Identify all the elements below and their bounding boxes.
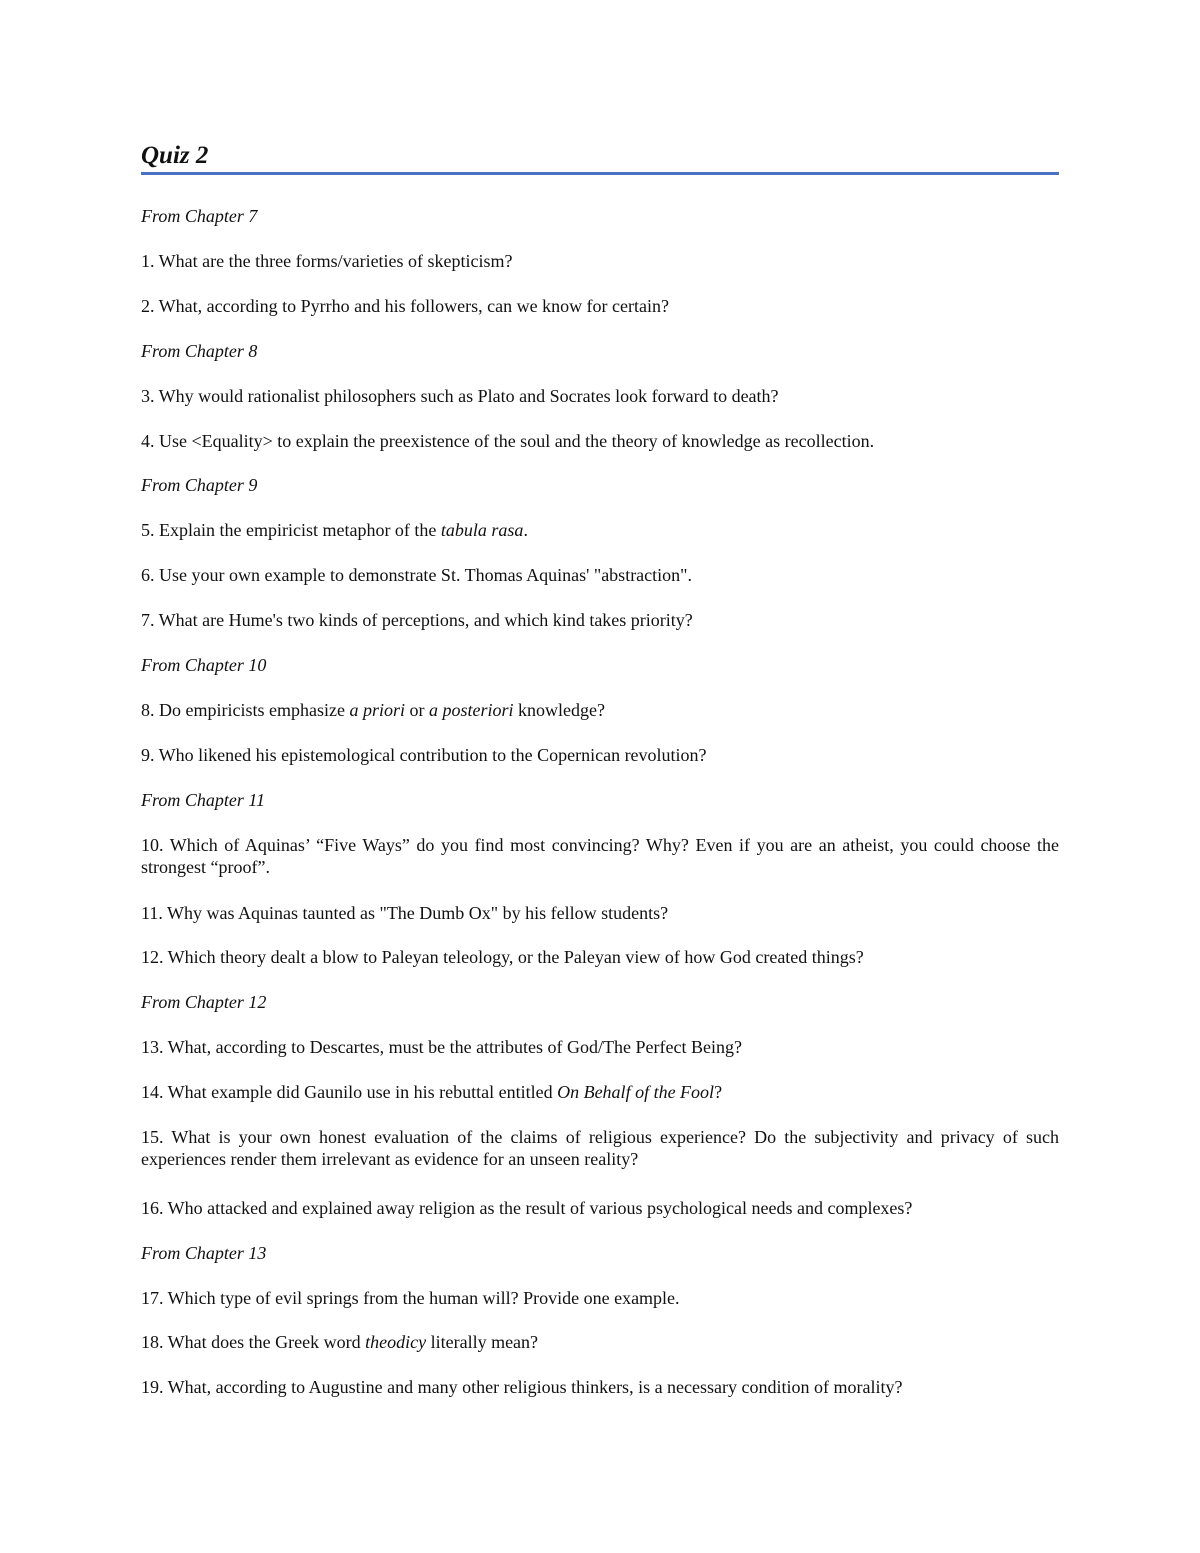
- chapter-heading-7: From Chapter 7: [141, 206, 258, 226]
- question-10: 10. Which of Aquinas’ “Five Ways” do you find most convincing? Why? Even if you are an atheist, you could choose the strongest “proof”.: [141, 835, 1059, 877]
- quiz-title: Quiz 2: [141, 142, 209, 169]
- question-1: 1. What are the three forms/varieties of skepticism?: [141, 251, 513, 271]
- question-18-end: literally mean?: [426, 1332, 539, 1352]
- term-a-priori: a priori: [349, 700, 405, 720]
- term-tabula-rasa: tabula rasa: [440, 520, 524, 540]
- chapter-heading-13: From Chapter 13: [141, 1243, 267, 1263]
- title-underline: [141, 172, 1059, 175]
- question-5-end: .: [523, 520, 528, 540]
- chapter-heading-10: From Chapter 10: [141, 655, 267, 675]
- question-9: 9. Who likened his epistemological contribution to the Copernican revolution?: [141, 745, 707, 765]
- question-15: 15. What is your own honest evaluation of the claims of religious experience? Do the subjectivity and privacy of such experiences render them irrelevant as evidence for an unseen reality?: [141, 1127, 1059, 1169]
- question-17: 17. Which type of evil springs from the human will? Provide one example.: [141, 1288, 680, 1308]
- question-7: 7. What are Hume's two kinds of perceptions, and which kind takes priority?: [141, 610, 693, 630]
- question-8-text: 8. Do empiricists emphasize: [141, 700, 350, 720]
- chapter-heading-12: From Chapter 12: [141, 992, 267, 1012]
- question-4: 4. Use <Equality> to explain the preexistence of the soul and the theory of knowledge as recollection.: [141, 431, 875, 451]
- question-8: [141, 699, 1059, 721]
- question-13: 13. What, according to Descartes, must be the attributes of God/The Perfect Being?: [141, 1037, 742, 1057]
- question-14: [141, 1081, 1059, 1103]
- question-2: 2. What, according to Pyrrho and his followers, can we know for certain?: [141, 296, 670, 316]
- question-5-text: 5. Explain the empiricist metaphor of the: [141, 520, 441, 540]
- question-8-mid: or: [404, 700, 429, 720]
- question-19: 19. What, according to Augustine and many other religious thinkers, is a necessary condition of morality?: [141, 1377, 903, 1397]
- question-18-text: 18. What does the Greek word: [141, 1332, 366, 1352]
- question-12: 12. Which theory dealt a blow to Paleyan teleology, or the Paleyan view of how God created things?: [141, 947, 864, 967]
- term-a-posteriori: a posteriori: [428, 700, 514, 720]
- chapter-heading-9: From Chapter 9: [141, 475, 258, 495]
- question-18: [141, 1331, 1059, 1353]
- title-on-behalf-of-the-fool: On Behalf of the Fool: [557, 1082, 715, 1102]
- term-theodicy: theodicy: [365, 1332, 427, 1352]
- chapter-heading-11: From Chapter 11: [141, 790, 265, 810]
- question-6: 6. Use your own example to demonstrate St. Thomas Aquinas' "abstraction".: [141, 565, 693, 585]
- question-16: 16. Who attacked and explained away religion as the result of various psychological needs and complexes?: [141, 1198, 913, 1218]
- question-3: 3. Why would rationalist philosophers such as Plato and Socrates look forward to death?: [141, 386, 779, 406]
- question-5: [141, 519, 1059, 541]
- question-11: 11. Why was Aquinas taunted as "The Dumb Ox" by his fellow students?: [141, 903, 669, 923]
- question-14-text: 14. What example did Gaunilo use in his rebuttal entitled: [141, 1082, 558, 1102]
- chapter-heading-8: From Chapter 8: [141, 341, 258, 361]
- question-8-end: knowledge?: [513, 700, 605, 720]
- question-14-end: ?: [714, 1082, 723, 1102]
